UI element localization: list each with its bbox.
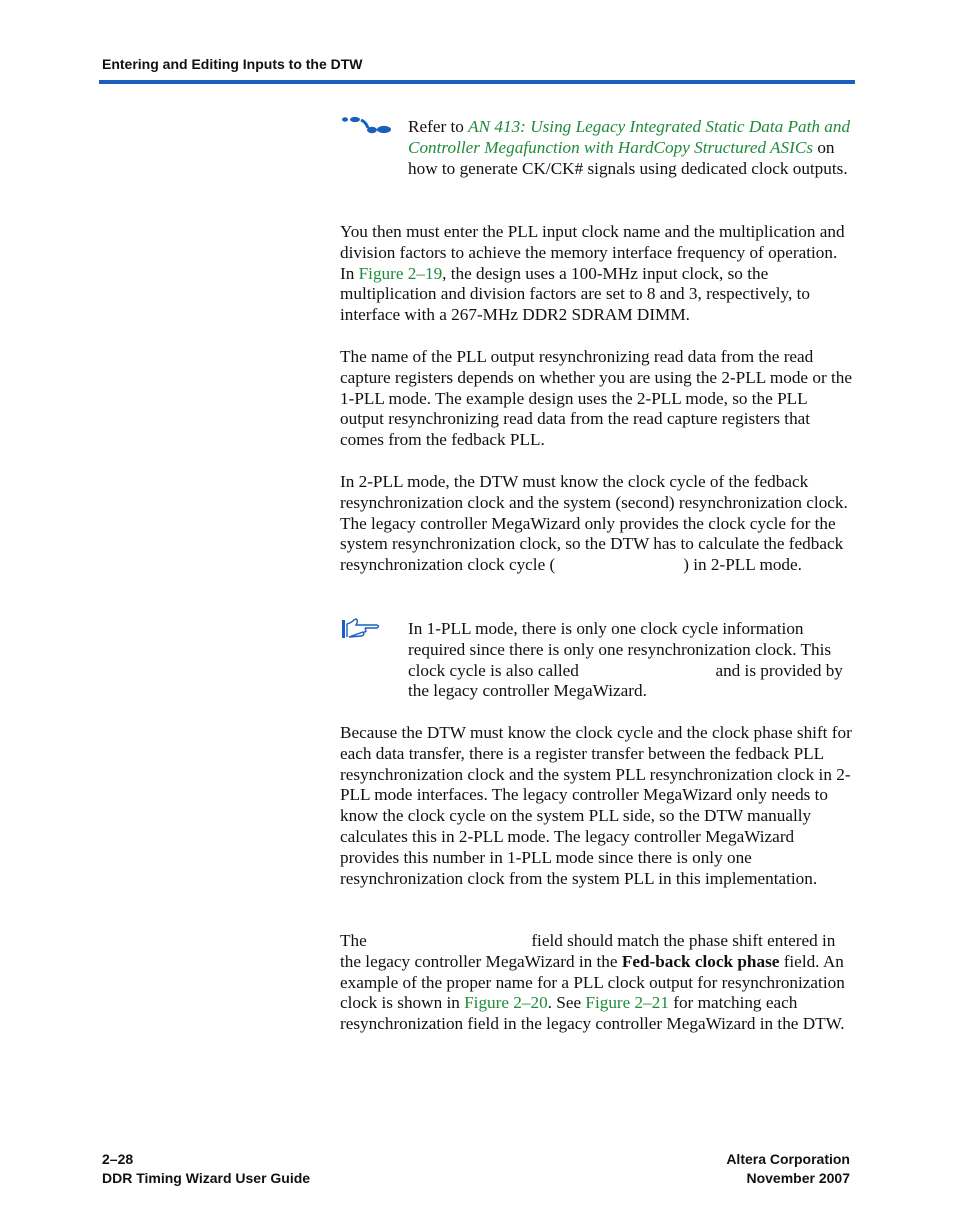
reference-icon xyxy=(341,116,393,136)
note-1pll-text: In 1-PLL mode, there is only one clock cycle information required since there is only one resynchronization clock. This clock cycle is also called and is provided by the legacy controller MegaWizard. xyxy=(408,619,843,701)
paragraph-2pll-mode: In 2-PLL mode, the DTW must know the clock cycle of the fedback resynchronization clock and the system (second) resynchronization clock. The legacy controller MegaWizard only provides the clock cycle for the system resynchronization clock, so the DTW has to calculate the fedback resynchronization clock cycle ( ) in 2-PLL mode. xyxy=(340,472,848,575)
footer-left xyxy=(102,1150,310,1188)
figure-2-21-link[interactable]: Figure 2–21 xyxy=(585,993,669,1013)
publish-date: November 2007 xyxy=(746,1170,850,1186)
paragraph-pll-output-name: The name of the PLL output resynchronizing read data from the read capture registers depends on whether you are using the 2-PLL mode or the 1-PLL mode. The example design uses the 2-PLL mode, so the PLL output resynchronizing read data from the read capture registers that comes from the fedback PLL. xyxy=(340,347,852,450)
footer-right xyxy=(726,1150,850,1188)
figure-2-20-link[interactable]: Figure 2–20 xyxy=(464,993,548,1013)
doc-title: DDR Timing Wizard User Guide xyxy=(102,1170,311,1186)
an413-link[interactable]: AN 413: Using Legacy Integrated Static Data Path and Controller Megafunction with HardCopy Structured ASICs xyxy=(408,117,851,157)
company-name: Altera Corporation xyxy=(726,1151,850,1167)
running-header: Entering and Editing Inputs to the DTW xyxy=(102,56,363,72)
figure-2-19-link[interactable]: Figure 2–19 xyxy=(358,263,443,283)
paragraph-pll-input: You then must enter the PLL input clock name and the multiplication and division factors to achieve the memory interface frequency of operation. In Figure 2–19, the design uses a 100-MHz input clock, so the multiplication and division factors are set to 8 and 3, respectively, to interface with a 267-MHz DDR2 SDRAM DIMM. xyxy=(340,222,845,325)
header-rule xyxy=(99,80,855,84)
paragraph-register-transfer: Because the DTW must know the clock cycle and the clock phase shift for each data transfer, there is a register transfer between the fedback PLL resynchronization clock and the system PLL resynchronization clock in 2-PLL mode interfaces. The legacy controller MegaWizard only needs to know the clock cycle on the system PLL side, so the DTW manually calculates this in 2-PLL mode. The legacy controller MegaWizard provides this number in 1-PLL mode since there is only one resynchronization clock from the system PLL in this implementation. xyxy=(340,723,852,888)
pointing-hand-icon xyxy=(341,618,381,640)
paragraph-phase-field: The field should match the phase shift entered in the legacy controller MegaWizard in the Fed-back clock phase field. An example of the proper name for a PLL clock output for resynchronization clock is shown in Figure 2–20. See Figure 2–21 for matching each resynchronization field in the legacy controller MegaWizard in the DTW. xyxy=(340,931,845,1034)
note-reference-text: Refer to AN 413: Using Legacy Integrated Static Data Path and Controller Megafunction with HardCopy Structured ASICs on how to generate CK/CK# signals using dedicated clock outputs. xyxy=(408,117,851,178)
page-number: 2–28 xyxy=(102,1151,134,1167)
